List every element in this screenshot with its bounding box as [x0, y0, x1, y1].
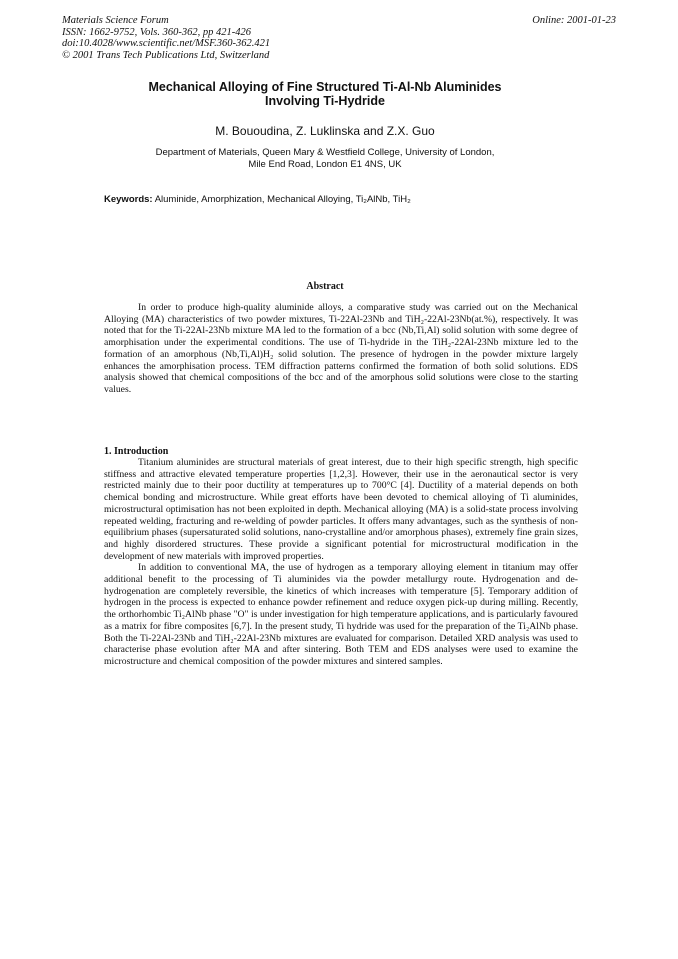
- paper-title: [90, 80, 560, 108]
- introduction-paragraph: In addition to conventional MA, the use of hydrogen as a temporary alloying element in titanium may offer additional benefit to the processing of Ti aluminides via the powder metallurgy route. Hydrogenation and de-hydrogenation are completely reversible, the kinetics of which increases with temperature [5]. Temporary addition of hydrogen in the process is expected to enhance powder refinement and reduce oxygen pick-up during milling. Recently, the orthorhombic Ti₂AlNb phase "O" is under investigation for high temperature applications, and is particularly favoured as a matrix for fibre composites [6,7]. In the present study, Ti hydride was used for the preparation of the Ti₂AlNb phase. Both the Ti-22Al-23Nb and TiH₂-22Al-23Nb mixtures are evaluated for comparison. Detailed XRD analysis was used to characterise phase evolution after MA and after sintering. Both TEM and EDS analyses were used to examine the microstructure and chemical composition of the powder mixtures and sintered samples.: [104, 562, 578, 667]
- title-line-2: Involving Ti-Hydride: [265, 94, 385, 108]
- online-date: Online: 2001-01-23: [532, 15, 616, 26]
- affiliation-line-2: Mile End Road, London E1 4NS, UK: [248, 158, 402, 170]
- authors: M. Bououdina, Z. Luklinska and Z.X. Guo: [215, 124, 435, 138]
- doi-line[interactable]: doi:10.4028/www.scientific.net/MSF.360-362.421: [62, 38, 271, 49]
- title-line-1: Mechanical Alloying of Fine Structured Ti-Al-Nb Aluminides: [148, 80, 502, 94]
- issn-line: ISSN: 1662-9752, Vols. 360-362, pp 421-426: [62, 26, 251, 38]
- abstract-heading: Abstract: [306, 281, 344, 292]
- keywords-label: Keywords:: [104, 194, 153, 205]
- introduction-body: [104, 457, 578, 668]
- page-header: [62, 15, 616, 61]
- affiliation: [110, 147, 540, 170]
- copyright-line: © 2001 Trans Tech Publications Ltd, Switzerland: [62, 49, 270, 61]
- journal-name: Materials Science Forum: [62, 15, 169, 26]
- introduction-heading: 1. Introduction: [104, 446, 169, 457]
- abstract-text: In order to produce high-quality aluminide alloys, a comparative study was carried out on the Mechanical Alloying (MA) characteristics of two powder mixtures, Ti-22Al-23Nb and TiH₂-22Al-23Nb(at.%), respectively. It was noted that for the Ti-22Al-23Nb mixture MA led to the formation of a bcc (Nb,Ti,Al) solid solution with some degree of amorphisation under the experimental conditions. The use of Ti-hydride in the TiH₂-22Al-23Nb mixture led to the formation of an amorphous (Nb,Ti,Al)H₂ solid solution. The presence of hydrogen in the powder mixture largely enhances the amorphisation process. TEM diffraction patterns confirmed the formation of both solid solutions. EDS analysis showed that chemical compositions of the bcc and of the amorphous solid solutions were close to the starting values.: [104, 302, 578, 395]
- introduction-paragraph: Titanium aluminides are structural materials of great interest, due to their high specific strength, high specific stiffness and attractive elevated temperature properties [1,2,3]. However, their use in the aeronautical sector is very restricted mainly due to their poor ductility at temperatures up to 700°C [4]. Ductility of a material depends on both chemical bonding and microstructure. While great efforts have been devoted to chemical alloying of Ti aluminides, microstructural optimisation has not been exploited in depth. Mechanical alloying (MA) is a solid-state process involving repeated welding, fracturing and re-welding of powder particles. It offers many advantages, such as the synthesis of non-equilibrium phases (supersaturated solid solutions, nano-crystalline and/or amorphous phases), extremely fine grain sizes, and highly disordered structures. These provide a significant potential for microstructural modification in the development of new materials with improved properties.: [104, 457, 578, 562]
- keywords-list: Aluminide, Amorphization, Mechanical Alloying, Ti₂AlNb, TiH₂: [154, 194, 411, 205]
- affiliation-line-1: Department of Materials, Queen Mary & Westfield College, University of London,: [155, 147, 495, 158]
- keywords: [104, 194, 584, 205]
